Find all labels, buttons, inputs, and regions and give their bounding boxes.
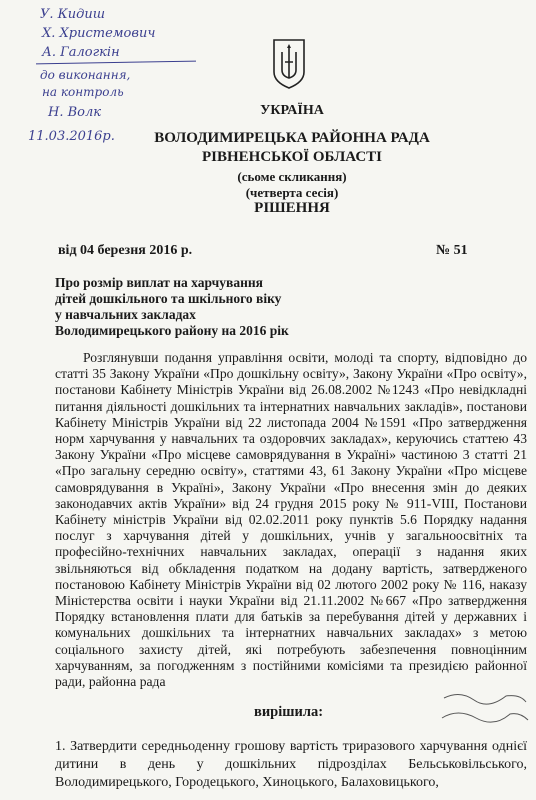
handwritten-note-5: на контроль [42,85,124,99]
handwritten-signature: Н. Волк [48,105,102,120]
handwritten-note-1: У. Кидиш [40,7,106,22]
resolution-item-1: 1. Затвердити середньоденну грошову вартість триразового харчування однієї дитини в день у дошкільних підрозділах Бельськовільського, Володимирецького, Городецького, Хиноцького, Балаховицького, [55,739,527,790]
subject-line-1: Про розмір виплат на харчування [55,275,263,290]
document-type-title: РІШЕННЯ [254,200,330,216]
convocation-label: (сьоме скликання) [237,169,347,184]
subject-line-2: дітей дошкільного та шкільного віку [55,291,282,306]
decision-date: від 04 березня 2016 р. [58,243,193,258]
region-title: РІВНЕНСЬКОЇ ОБЛАСТІ [202,149,382,165]
subject-line-4: Володимирецького району на 2016 рік [55,323,289,338]
handwritten-date: 11.03.2016р. [28,129,115,144]
preamble-paragraph: Розглянувши подання управління освіти, молоді та спорту, відповідно до статті 35 Закону України «Про дошкільну освіту», Закону України «Про освіту», постанови Кабінету Міністрів України від 26.08.2002 №1243 «Про невідкладні питання діяльності дошкільних та інтернатних навчальних закладів», постанови Кабінету Міністрів України від 22 листопада 2004 №1591 «Про затвердження норм харчування у навчальних та оздоровчих закладах», керуючись статтею 43 Закону України «Про місцеве самоврядування в Україні» частиною 3 статті 21 «Про загальну середню освіту», статтями 43, 61 Закону України «Про місцеве самоврядування в Україні», Закону України «Про внесення змін до деяких законодавчих актів України» від 24 грудня 2015 року № 911-VIII, Постанови Кабінету міністрів України від 02.02.2011 року пунктів 5.6 Порядку надання послуг з харчування дітей у дошкільних, учнів у загальноосвітніх та професійно-технічних навчальних закладах, операції з надання яких звільняються від обкладення податком на додану вартість, затвердженого постановою Кабінету Міністрів України від 02 лютого 2002 року № 116, наказу Міністерства освіти і науки України від 21.11.2002 №667 «Про затвердження Порядку встановлення плати для батьків за перебування дітей у державних і комунальних дошкільних та інтернатних навчальних закладах» з метою соціального захисту дітей, які потребують забезпечення повноцінним харчуванням, за погодженням з постійними комісіями та президією районної ради, районна рада [55,350,527,690]
council-title: ВОЛОДИМИРЕЦЬКА РАЙОННА РАДА [154,130,430,146]
decision-number: № 51 [436,243,468,258]
handwritten-mark-icon [440,688,530,728]
handwritten-underline [36,61,196,65]
subject-line-3: у навчальних закладах [55,307,196,322]
resolution-heading: вирішила: [254,704,324,720]
handwritten-note-4: до виконання, [40,68,131,82]
country-title: УКРАЇНА [260,103,324,118]
handwritten-note-3: А. Галогкін [42,45,120,60]
handwritten-note-2: Х. Христемович [42,26,156,41]
session-label: (четверта сесія) [245,185,339,200]
coat-of-arms-icon [272,38,306,90]
